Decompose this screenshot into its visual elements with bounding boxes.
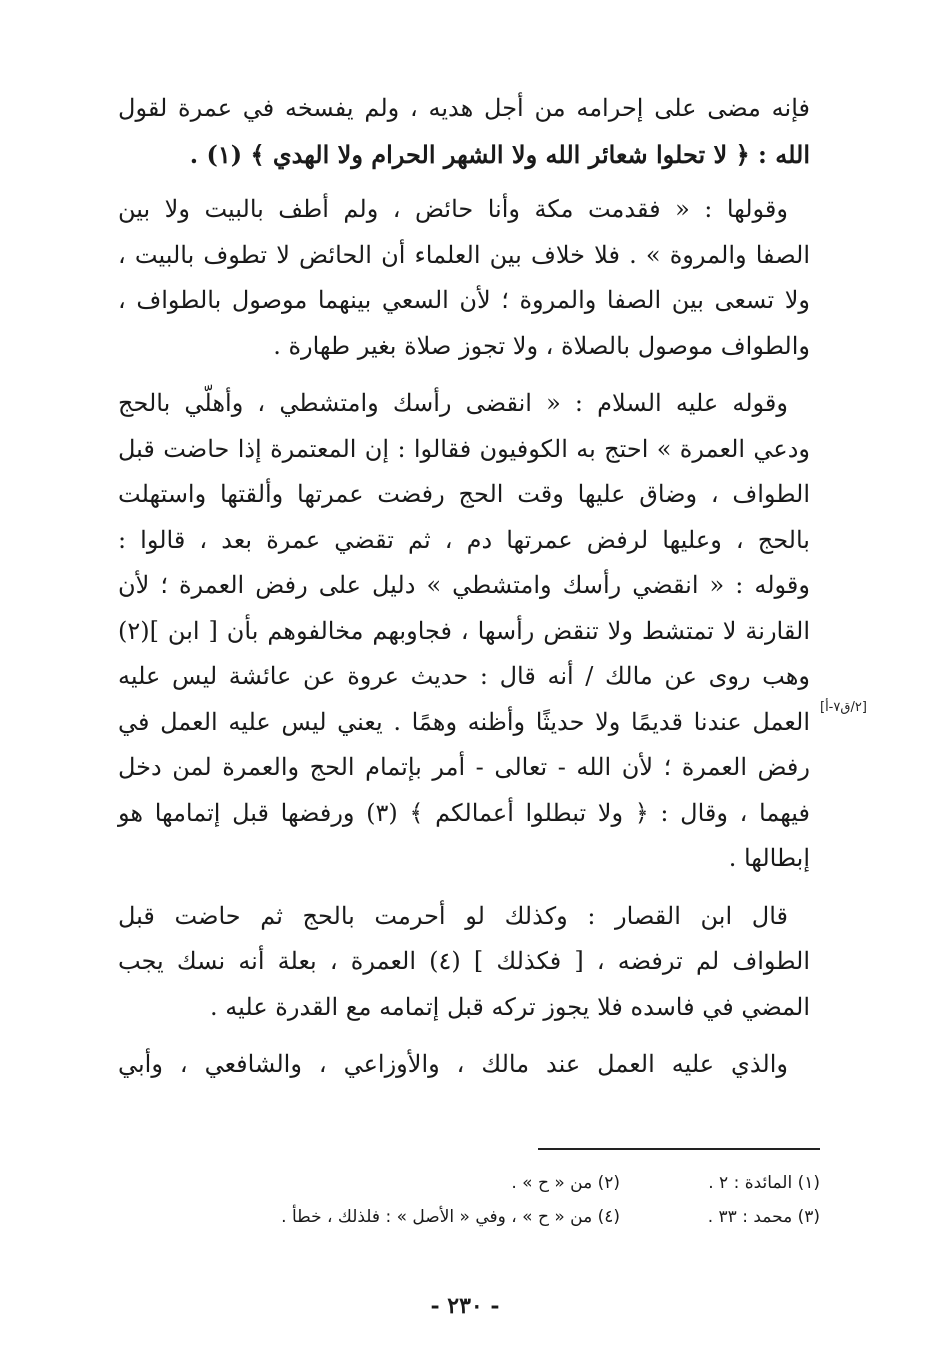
paragraph-2 xyxy=(118,187,810,369)
text-line: رفض العمرة ؛ لأن الله - تعالى - أمر بإتمام الحج والعمرة لمن دخل xyxy=(118,753,810,781)
text-line: بالحج ، وعليها لرفض عمرتها دم ، ثم تقضي عمرة بعد ، قالوا : xyxy=(118,525,810,554)
footnote: (١) المائدة : ٢ . xyxy=(708,1173,820,1193)
text-line: وهب روى عن مالك / أنه قال : حديث عروة عن عائشة ليس عليه xyxy=(118,662,810,690)
text-line: والطواف موصول بالصلاة ، ولا تجوز صلاة بغير طهارة . xyxy=(273,331,810,360)
text-line: فيهما ، وقال : ﴿ ولا تبطلوا أعمالكم ﴾ (٣) ورفضها قبل إتمامها هو xyxy=(118,798,810,827)
paragraph-1 xyxy=(118,86,810,177)
text-line: ولا تسعى بين الصفا والمروة ؛ لأن السعي بينهما موصول بالطواف ، xyxy=(118,286,810,314)
footnote: (٢) من « ح » . xyxy=(511,1173,620,1193)
paragraph-3 xyxy=(118,381,810,882)
manuscript-folio-marker: [٢/ق٧-أ] xyxy=(820,700,867,715)
text-line: الطواف ، وضاق عليها وقت الحج رفضت عمرتها وألقتها واستهلت xyxy=(118,480,811,508)
text-line: الله : ﴿ لا تحلوا شعائر الله ولا الشهر الحرام ولا الهدي ﴾ (١) . xyxy=(189,139,810,169)
page-number: - ٢٣٠ - xyxy=(430,1293,500,1319)
text-line: الصفا والمروة » . فلا خلاف بين العلماء أن الحائض لا تطوف بالبيت ، xyxy=(118,240,810,269)
paragraph-5 xyxy=(118,1042,810,1088)
text-line: وقولها : « فقدمت مكة وأنا حائض ، ولم أطف بالبيت ولا بين xyxy=(118,195,788,223)
footnote-separator xyxy=(538,1148,820,1150)
text-line: فإنه مضى على إحرامه من أجل هديه ، ولم يفسخه في عمرة لقول xyxy=(118,94,810,122)
footnote: (٣) محمد : ٣٣ . xyxy=(707,1207,820,1227)
footnotes xyxy=(150,1166,820,1234)
footnote-row xyxy=(150,1166,820,1200)
text-line: والذي عليه العمل عند مالك ، والأوزاعي ، والشافعي ، وأبي xyxy=(118,1050,788,1078)
text-line: المضي في فاسده فلا يجوز تركه قبل إتمامه مع القدرة عليه . xyxy=(210,992,810,1021)
text-line: الطواف لم ترفضه ، [ فكذلك ] (٤) العمرة ، بعلة أنه نسك يجب xyxy=(118,947,810,975)
paragraph-4 xyxy=(118,894,810,1031)
footnote: (٤) من « ح » ، وفي « الأصل » : فلذلك ، خطأ . xyxy=(281,1207,620,1227)
text-line: قال ابن القصار : وكذلك لو أحرمت بالحج ثم حاضت قبل xyxy=(118,901,788,930)
main-text xyxy=(118,86,810,1100)
text-line: العمل عندنا قديمًا ولا حديثًا وأظنه وهمًا . يعني ليس عليه العمل في xyxy=(118,707,810,736)
text-line: إبطالها . xyxy=(728,844,810,872)
text-line: وقوله : « انقضي رأسك وامتشطي » دليل على رفض العمرة ؛ لأن xyxy=(118,571,810,599)
footnote-row xyxy=(150,1200,820,1234)
text-line: ودعي العمرة » احتج به الكوفيون فقالوا : إن المعتمرة إذا حاضت قبل xyxy=(118,434,810,463)
text-line: وقوله عليه السلام : « انقضى رأسك وامتشطي ، وأهلّي بالحج xyxy=(118,389,788,417)
text-line: القارنة لا تمتشط ولا تنقض رأسها ، فجاوبهم مخالفوهم بأن [ ابن ](٢) xyxy=(118,616,810,645)
